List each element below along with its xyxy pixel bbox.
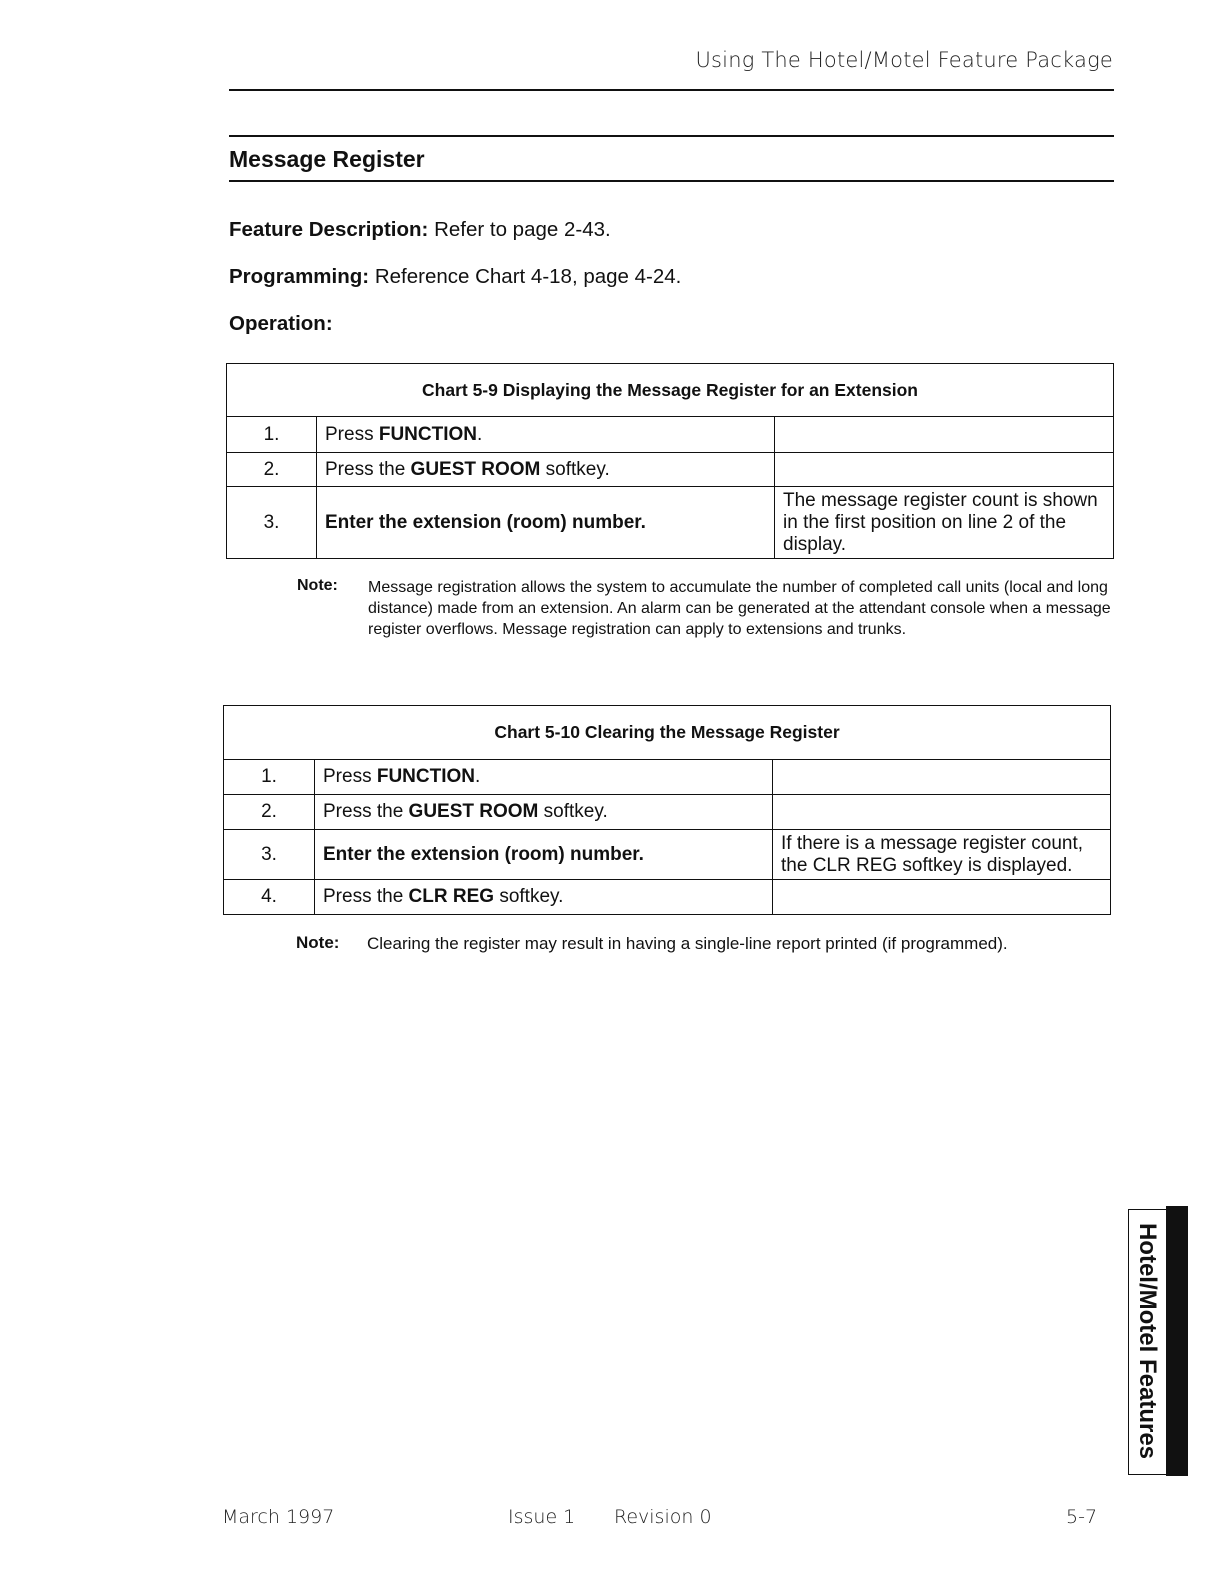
- table-row: [224, 830, 1111, 880]
- table-row: [224, 880, 1111, 915]
- table-row: [227, 453, 1114, 487]
- section-title: Message Register: [229, 146, 425, 172]
- header-rule: [229, 89, 1114, 91]
- step-action: Press the GUEST ROOM softkey.: [317, 453, 775, 487]
- note-label: Note:: [296, 933, 340, 952]
- table-row: [227, 417, 1114, 453]
- step-number: 2.: [227, 453, 317, 487]
- footer-date: March 1997: [222, 1506, 335, 1528]
- programming-reference: [229, 265, 681, 289]
- chart-5-9-table: [226, 363, 1114, 559]
- running-header: Using The Hotel/Motel Feature Package: [695, 48, 1113, 72]
- step-number: 1.: [224, 760, 315, 795]
- table-row: [224, 760, 1111, 795]
- step-action: Enter the extension (room) number.: [317, 487, 775, 559]
- note-label: Note:: [297, 577, 338, 594]
- chapter-tab-label: Hotel/Motel Features: [1134, 1222, 1161, 1460]
- step-result: [775, 417, 1114, 453]
- operation-heading: [229, 312, 333, 336]
- operation-label: Operation:: [229, 312, 333, 335]
- programming-label: Programming:: [229, 265, 370, 288]
- section-bottom-rule: [229, 180, 1114, 182]
- step-result: [773, 795, 1111, 830]
- step-number: 4.: [224, 880, 315, 915]
- step-result: [773, 760, 1111, 795]
- footer-revision: Revision 0: [614, 1506, 712, 1528]
- step-number: 1.: [227, 417, 317, 453]
- programming-value: Reference Chart 4-18, page 4-24.: [374, 265, 682, 288]
- chapter-tab-bar: [1166, 1206, 1188, 1476]
- chart-5-10-table: [223, 705, 1111, 915]
- section-top-rule: [229, 135, 1114, 137]
- step-action: Press the CLR REG softkey.: [315, 880, 773, 915]
- chart-caption: Chart 5-10 Clearing the Message Register: [224, 706, 1111, 760]
- step-action: Press FUNCTION.: [317, 417, 775, 453]
- footer-issue: Issue 1: [508, 1506, 576, 1528]
- feature-description: [229, 218, 611, 242]
- note-text: Clearing the register may result in having a single-line report printed (if programmed).: [367, 934, 1008, 953]
- chart-caption: Chart 5-9 Displaying the Message Register for an Extension: [227, 364, 1114, 417]
- feature-description-label: Feature Description:: [229, 218, 429, 241]
- table-row: [227, 487, 1114, 559]
- step-result: [773, 880, 1111, 915]
- step-action: Enter the extension (room) number.: [315, 830, 773, 880]
- feature-description-value: Refer to page 2-43.: [434, 218, 611, 241]
- step-result: The message register count is shown in the first position on line 2 of the display.: [775, 487, 1114, 559]
- page-number: 5-7: [1066, 1506, 1098, 1528]
- step-result: [775, 453, 1114, 487]
- table-row: [224, 795, 1111, 830]
- step-number: 3.: [227, 487, 317, 559]
- step-number: 3.: [224, 830, 315, 880]
- note-text: Message registration allows the system to accumulate the number of completed call units (local and long distance) made from an extension. An alarm can be generated at the attendant console when a message register overflows. Message registration can apply to extensions and trunks.: [368, 579, 1111, 638]
- step-action: Press FUNCTION.: [315, 760, 773, 795]
- step-result: If there is a message register count, the CLR REG softkey is displayed.: [773, 830, 1111, 880]
- step-number: 2.: [224, 795, 315, 830]
- step-action: Press the GUEST ROOM softkey.: [315, 795, 773, 830]
